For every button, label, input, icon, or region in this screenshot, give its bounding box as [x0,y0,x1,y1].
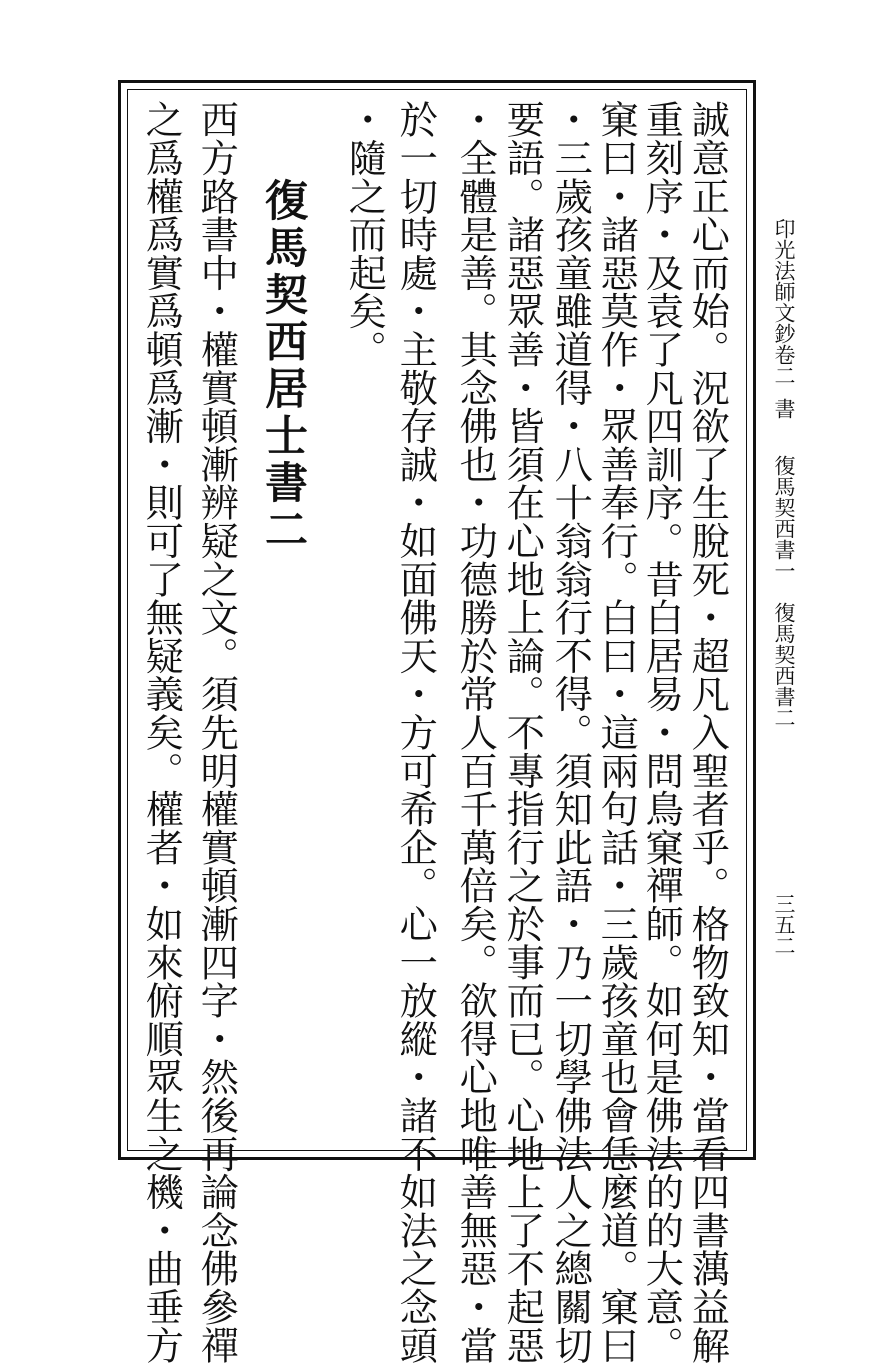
text-column-2: 重刻序・及袁了凡四訓序。昔白居易・問鳥窠禪師。如何是佛法的的大意。 [638,100,684,1364]
running-head-titles: 復馬契西書一 復馬契西書二 [772,455,796,728]
text-column-10: 之爲權爲實爲頓爲漸・則可了無疑義矣。權者・如來俯順眾生之機・曲垂方 [138,100,184,1364]
text-column-8: ・隨之而起矣。 [341,100,387,369]
running-head-section: 書 [772,398,796,419]
page-number: 三五二 [772,893,796,956]
letter-title: 復馬契西居士書二 [258,178,308,554]
text-column-3: 窠曰・諸惡莫作・眾善奉行。白曰・這兩句話・三歲孩童也會恁麼道。窠曰 [593,100,639,1364]
text-column-4: ・三歲孩童雖道得・八十翁翁行不得。須知此語・乃一切學佛法人之總關切 [547,100,593,1364]
running-head-book: 印光法師文鈔卷二 [772,218,796,386]
text-column-9: 西方路書中・權實頓漸辨疑之文。須先明權實頓漸四字・然後再論念佛參禪 [193,100,239,1364]
text-column-6: ・全體是善。其念佛也・功德勝於常人百千萬倍矣。欲得心地唯善無惡・當 [452,100,498,1364]
text-column-5: 要語。諸惡眾善・皆須在心地上論。不專指行之於事而已。心地上了不起惡 [499,100,545,1364]
text-column-1: 誠意正心而始。況欲了生脫死・超凡入聖者乎。格物致知・當看四書蕅益解 [684,100,730,1364]
text-column-7: 於一切時處・主敬存誠・如面佛天・方可希企。心一放縱・諸不如法之念頭 [392,100,438,1364]
